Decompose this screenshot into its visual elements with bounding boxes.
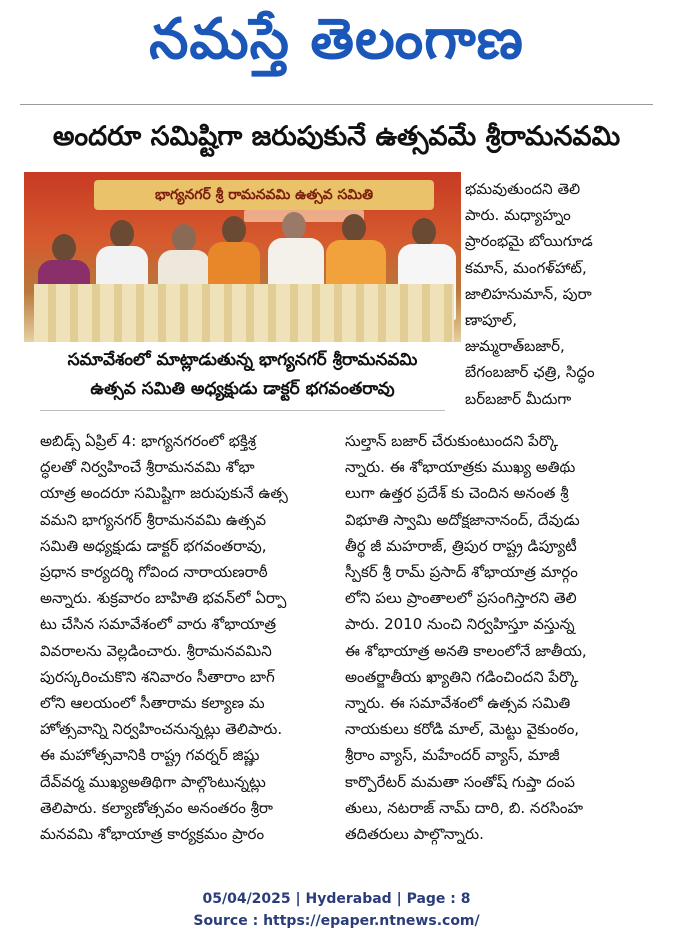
- text-line: తదితరులు పాల్గొన్నారు.: [345, 825, 484, 844]
- text-line: జుమ్మరాత్‌బజార్,: [465, 337, 565, 356]
- text-line: అబిడ్స్ ఏప్రిల్ 4: భాగ్యనగరంలో భక్తిశ్ర: [40, 432, 257, 450]
- masthead-title: నమస్తే తెలంగాణ: [149, 6, 524, 72]
- text-line: ఈ శోభాయాత్ర అనతి కాలంలోనే జాతీయ,: [345, 641, 587, 660]
- text-line: సుల్తాన్ బజార్ చేరుకుంటుందని పేర్కొ: [345, 432, 559, 450]
- text-line: నాయకులు కరోడి మాల్, మెట్టు వైకుంఠం,: [345, 720, 580, 739]
- text-line: కమాన్, మంగళ్‌హాట్,: [465, 258, 587, 277]
- text-line: యాత్ర అందరూ సమిష్టిగా జరుపుకునే ఉత్స: [40, 484, 288, 503]
- caption-line: ఉత్సవ సమితి అధ్యక్షుడు డాక్టర్ భగవంతరావు: [90, 379, 395, 399]
- caption-line: సమావేశంలో మాట్లాడుతున్న భాగ్యనగర్ శ్రీరామనవమి: [67, 350, 418, 370]
- text-line: తులు, నటరాజ్ నామ్ దారి, బి. నరసింహ: [345, 798, 583, 817]
- text-line: దేవ్‌వర్మ ముఖ్యఅతిథిగా పాల్గొంటున్నట్లు: [40, 772, 266, 791]
- text-line: బర్‌బజార్ మీదుగా: [465, 389, 572, 408]
- footer-source: Source : https://epaper.ntnews.com/: [193, 913, 480, 929]
- text-line: కార్పొరేటర్ మమతా సంతోష్ గుప్తా దంప: [345, 772, 575, 791]
- text-line: విభూతి స్వామి అదోక్షజానానంద్, దేవుడు: [345, 510, 580, 529]
- text-line: అంతర్జాతీయ ఖ్యాతిని గడించిందని పేర్కొ: [345, 667, 579, 686]
- text-line: లోని ఆలయంలో సీతారామ కల్యాణ మ: [40, 694, 265, 713]
- text-line: ణాపూల్,: [465, 311, 518, 330]
- text-line: శ్రీరాం వ్యాస్, మహేందర్ వ్యాస్, మాజీ: [345, 746, 560, 765]
- table-skirt: [34, 284, 454, 342]
- text-line: బేగంబజార్ ఛత్రి, సిద్ధం: [465, 363, 595, 382]
- photo-banner: భాగ్యనగర్ శ్రీ రామనవమి ఉత్సవ సమితి: [94, 180, 434, 210]
- masthead: [0, 0, 673, 92]
- article-headline: అందరూ సమిష్టిగా జరుపుకునే ఉత్సవమే శ్రీరామనవమి: [52, 121, 621, 152]
- text-line: న్నారు. ఈ సమావేశంలో ఉత్సవ సమితి: [345, 694, 571, 713]
- article-column-top-right: [465, 176, 640, 420]
- text-line: ఈ మహోత్సవానికి రాష్ట్ర గవర్నర్ జిష్ణు: [40, 746, 260, 765]
- text-line: మనవమి శోభాయాత్ర కార్యక్రమం ప్రారం: [40, 825, 265, 844]
- text-line: భమవుతుందని తెలి: [465, 180, 581, 198]
- article-column-right: [345, 428, 640, 873]
- text-line: లోని పలు ప్రాంతాలలో ప్రసంగిస్తారని తెలి: [345, 589, 577, 608]
- text-line: హోత్సవాన్ని నిర్వహించనున్నట్లు తెలిపారు.: [40, 720, 283, 739]
- footer-dateline: 05/04/2025 | Hyderabad | Page : 8: [202, 891, 471, 907]
- article-photo: [24, 172, 461, 342]
- caption-divider: [40, 410, 445, 411]
- text-line: తీర్థ జీ మహరాజ్, త్రిపుర రాష్ట్ర డిప్యూటీ: [345, 536, 577, 555]
- text-line: తెలిపారు. కల్యాణోత్సవం అనంతరం శ్రీరా: [40, 798, 273, 817]
- text-line: వివరాలను వెల్లడించారు. శ్రీరామనవమిని: [40, 641, 272, 660]
- text-line: టు చేసిన సమావేశంలో వారు శోభాయాత్ర: [40, 615, 277, 634]
- text-line: ప్రధాన కార్యదర్శి గోవింద నారాయణరాఠీ: [40, 563, 268, 582]
- text-line: లుగా ఉత్తర ప్రదేశ్ కు చెందిన అనంత శ్రీ: [345, 484, 569, 503]
- text-line: ద్ధలతో నిర్వహించే శ్రీరామనవమి శోభా: [40, 458, 255, 477]
- text-line: స్పీకర్ శ్రీ రామ్ ప్రసాద్ శోభాయాత్ర మార్గం: [345, 563, 578, 582]
- text-line: పురస్కరించుకొని శనివారం సీతారాం బాగ్: [40, 667, 275, 686]
- text-line: పారు. మధ్యాహ్నం: [465, 206, 571, 225]
- text-line: అన్నారు. శుక్రవారం బాహితి భవన్‌లో ఏర్పా: [40, 589, 287, 608]
- page-footer: [0, 888, 673, 938]
- article-column-left: [40, 428, 305, 873]
- text-line: పారు. 2010 నుంచి నిర్వహిస్తూ వస్తున్న: [345, 615, 575, 634]
- text-line: జాలిహనుమాన్, పురా: [465, 284, 592, 303]
- text-line: సమితి అధ్యక్షుడు డాక్టర్ భగవంతరావు,: [40, 536, 267, 555]
- photo-caption: [40, 346, 445, 404]
- text-line: ప్రారంభమై బోయిగూడ: [465, 232, 593, 251]
- masthead-divider: [20, 104, 653, 105]
- text-line: న్నారు. ఈ శోభాయాత్రకు ముఖ్య అతిథు: [345, 458, 576, 477]
- text-line: వమని భాగ్యనగర్ శ్రీరామనవమి ఉత్సవ: [40, 510, 267, 529]
